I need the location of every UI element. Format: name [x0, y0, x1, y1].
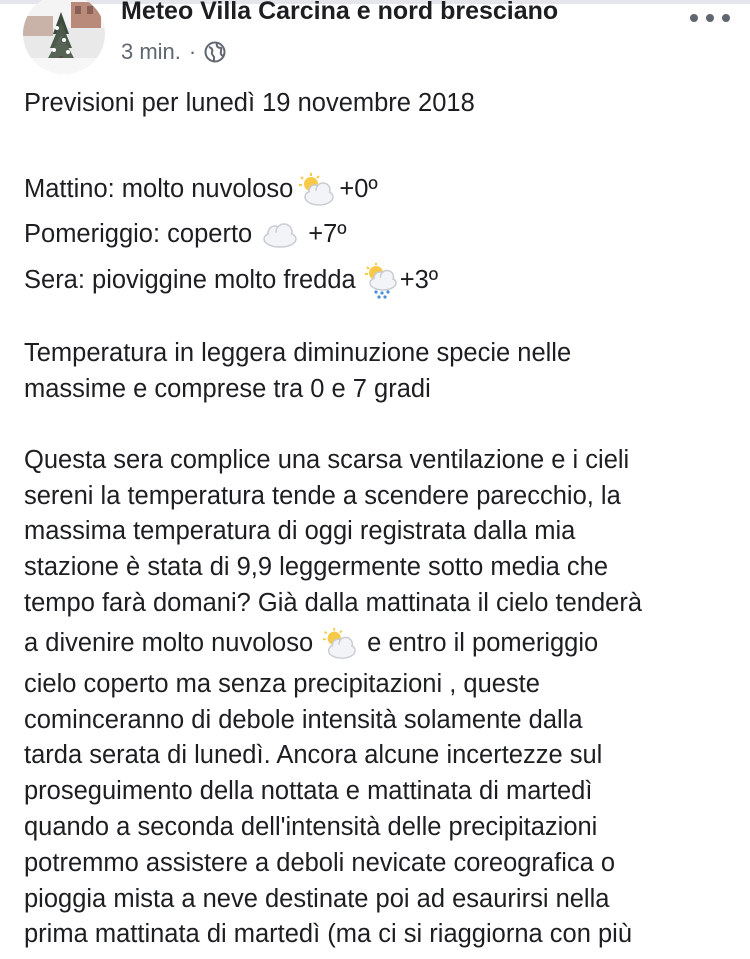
text-line: quando a seconda dell'intensità delle precipitazioni [24, 812, 598, 841]
more-options-button[interactable] [690, 8, 730, 28]
text-line: proseguimento della nottata e mattinata di martedì [24, 777, 593, 806]
dot-icon [722, 14, 730, 22]
text-line: cominceranno di debole intensità solamente dalla [24, 705, 583, 734]
page-avatar[interactable] [23, 0, 105, 74]
spacer [24, 408, 750, 443]
spacer [24, 122, 750, 158]
forecast-label: Pomeriggio: coperto [24, 220, 253, 249]
sun-behind-cloud-icon [321, 627, 357, 661]
forecast-temp: +3º [399, 265, 439, 294]
forecast-label: Sera: pioviggine molto fredda [24, 265, 356, 294]
text-line: potremmo assistere a deboli nevicate coreografica o [24, 848, 616, 877]
text-line: prima mattinata di martedì (ma ci si riaggiorna con più [24, 920, 633, 949]
meta-separator: · [188, 39, 197, 64]
text-line: tempo farà domani? Già dalla mattinata il cielo tenderà [24, 588, 643, 617]
forecast-label: Mattino: molto nuvoloso [24, 174, 294, 203]
text-line: sereni la temperatura tende a scendere parecchio, la [24, 481, 621, 510]
text-line: Questa sera complice una scarsa ventilazione e i cieli [24, 445, 630, 474]
text-line: Temperatura in leggera diminuzione specie nelle [24, 339, 572, 368]
dot-icon [706, 14, 714, 22]
forecast-afternoon [24, 212, 750, 258]
spacer [24, 303, 750, 336]
text-line: tarda serata di lunedì. Ancora alcune incertezze sul [24, 741, 603, 770]
post-title: Previsioni per lunedì 19 novembre 2018 [24, 89, 475, 117]
forecast-morning [24, 167, 750, 212]
forecast-temp: +7º [308, 220, 347, 249]
sun-behind-rain-cloud-icon [364, 263, 398, 299]
post-time[interactable]: 3 min. [121, 39, 181, 64]
dot-icon [690, 14, 698, 22]
post-meta [121, 38, 226, 66]
text-line: pioggia mista a neve destinate poi ad esaurirsi nella [24, 884, 610, 913]
text-line: massima temperatura di oggi registrata dalla mia [24, 517, 576, 546]
text-line-with-emoji [24, 622, 750, 667]
post-body [24, 86, 750, 953]
text-segment: e entro il pomeriggio [367, 629, 599, 658]
avatar-snow-scene-image [23, 0, 105, 74]
cloud-icon [262, 222, 298, 248]
globe-icon [204, 41, 226, 63]
text-line: cielo coperto ma senza precipitazioni , queste [24, 669, 540, 698]
text-segment: a divenire molto nuvoloso [24, 629, 314, 658]
text-line: massime e comprese tra 0 e 7 gradi [24, 374, 431, 403]
page-name[interactable]: Meteo Villa Carcina e nord bresciano [121, 0, 559, 25]
main-paragraph [24, 443, 750, 953]
forecast-temp: +0º [339, 174, 378, 203]
sun-behind-cloud-icon [297, 173, 335, 207]
forecast-evening [24, 258, 750, 303]
text-line: stazione è stata di 9,9 leggermente sotto media che [24, 553, 609, 582]
spacer [24, 157, 750, 167]
temperature-paragraph [24, 336, 750, 408]
